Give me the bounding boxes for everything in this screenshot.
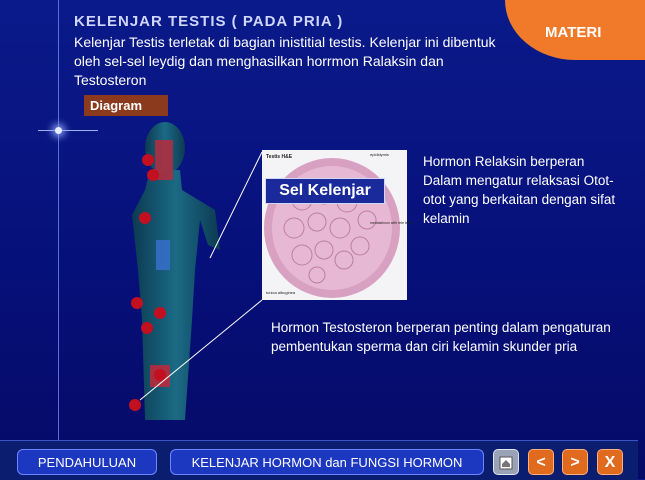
decor-horizontal-line xyxy=(38,130,98,131)
tissue-label-mediastinum: mediastinum with rete testis xyxy=(370,221,414,225)
nav-pendahuluan-button[interactable]: PENDAHULUAN xyxy=(17,449,157,475)
next-button[interactable]: > xyxy=(562,449,588,475)
decor-vertical-line xyxy=(58,0,59,440)
tissue-caption: Testis H&E xyxy=(266,154,293,160)
diagram-tab-label: Diagram xyxy=(90,98,143,113)
materi-label: MATERI xyxy=(545,24,602,41)
materi-tab[interactable] xyxy=(505,0,645,60)
testis-histology-image xyxy=(262,150,414,300)
close-button[interactable]: X xyxy=(597,449,623,475)
nav-kelenjar-hormon-button[interactable]: KELENJAR HORMON dan FUNGSI HORMON xyxy=(170,449,484,475)
decor-glow xyxy=(55,127,62,134)
home-button[interactable] xyxy=(493,449,519,475)
diagram-tab xyxy=(84,95,168,116)
prev-button[interactable]: < xyxy=(528,449,554,475)
testosteron-description: Hormon Testosteron berperan penting dalam pengaturan pembentukan sperma dan ciri kelamin skunder pria xyxy=(271,320,611,354)
sel-kelenjar-label: Sel Kelenjar xyxy=(265,178,385,204)
tissue-label-tunica: tunica albuginea xyxy=(266,290,296,295)
tissue-label-epididymis: epididymis xyxy=(370,152,389,157)
home-icon xyxy=(498,455,514,471)
page-title: KELENJAR TESTIS ( PADA PRIA ) xyxy=(74,13,344,30)
relaksin-description: Hormon Relaksin berperan Dalam mengatur relaksasi Otot-otot yang berkaitan dengan sifat kelamin xyxy=(423,154,616,226)
human-body-figure xyxy=(120,120,230,420)
intro-text: Kelenjar Testis terletak di bagian inistitial testis. Kelenjar ini dibentuk oleh sel-sel leydig dan menghasilkan horrmon Ralaksin dan Testosteron xyxy=(74,34,496,88)
